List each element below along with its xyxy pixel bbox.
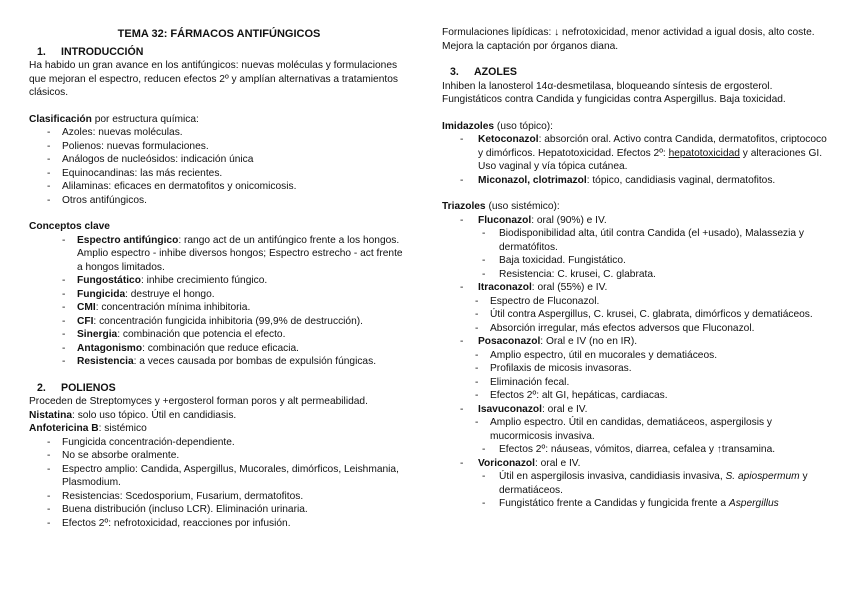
itraconazol-list [442, 295, 832, 336]
isavuconazol-list [442, 416, 832, 443]
list-item: - Equinocandinas: las más recientes. [29, 167, 409, 181]
list-item: - Efectos 2º: alt GI, hepáticas, cardiacas. [442, 389, 832, 403]
list-item: - Posaconazol: Oral e IV (no en IR). [442, 335, 832, 349]
list-item: - Fungicida concentración-dependiente. [29, 436, 409, 450]
imidazoles-list [442, 133, 832, 187]
list-item: - Biodisponibilidad alta, útil contra Candida (el +usado), Malassezia y dermatófitos. [442, 227, 832, 254]
clasificacion-line: Clasificación por estructura química: [29, 113, 199, 125]
triazoles-list-itraconazol [442, 281, 832, 295]
left-column [29, 28, 409, 530]
list-item: - Espectro amplio: Candida, Aspergillus, Mucorales, dimórficos, Leishmania, Plasmodium. [29, 463, 409, 490]
list-item: - Amplio espectro. Útil en candidas, dematiáceos, aspergilosis y mucormicosis invasiva. [442, 416, 832, 443]
isavuconazol-list-effects [442, 443, 832, 457]
list-item: - Otros antifúngicos. [29, 194, 409, 208]
list-item: - Espectro antifúngico: rango act de un antifúngico frente a los hongos. Amplio espectro - inhibe diversos hongos; Espectro estrecho - act frente a hongos limitados. [29, 234, 409, 275]
nistatina-line: Nistatina: solo uso tópico. Útil en candidiasis. [29, 409, 237, 421]
list-item: - Absorción irregular, más efectos adversos que Fluconazol. [442, 322, 832, 336]
triazoles-list [442, 214, 832, 228]
list-item: - Útil en aspergilosis invasiva, candidiasis invasiva, S. apiospermum y dermatiáceos. [442, 470, 832, 497]
list-item: - CMI: concentración mínima inhibitoria. [29, 301, 409, 315]
list-item: - Baja toxicidad. Fungistático. [442, 254, 832, 268]
list-item: - Útil contra Aspergillus, C. krusei, C. glabrata, dimórficos y dematiáceos. [442, 308, 832, 322]
conceptos-heading: Conceptos clave [29, 221, 110, 232]
triazoles-list-isavuconazol [442, 403, 832, 417]
clasificacion-list [29, 126, 409, 207]
list-item: - Espectro de Fluconazol. [442, 295, 832, 309]
lipid-formulations-paragraph: Formulaciones lipídicas: ↓ nefrotoxicidad, menor actividad a igual dosis, alto coste. Mejora la captación por órganos diana. [442, 27, 815, 52]
anfotericina-list [29, 436, 409, 531]
list-item: - Efectos 2º: nefrotoxicidad, reacciones por infusión. [29, 517, 409, 531]
voriconazol-list [442, 470, 832, 511]
list-item: - Sinergia: combinación que potencia el efecto. [29, 328, 409, 342]
list-item: - Ketoconazol: absorción oral. Activo contra Candida, dermatofitos, criptococo y dimórficos. Hepatotoxicidad. Efectos 2º: hepatotoxicidad y alteraciones GI. Uso vaginal y vía tópica cutánea. [442, 133, 832, 174]
polienos-paragraph: Proceden de Streptomyces y +ergosterol forman poros y alt permeabilidad. [29, 396, 368, 407]
list-item: - Fungistático frente a Candidas y fungicida frente a Aspergillus [442, 497, 832, 511]
triazoles-line: Triazoles (uso sistémico): [442, 201, 560, 212]
list-item: - Efectos 2º: náuseas, vómitos, diarrea, cefalea y ↑transamina. [442, 443, 832, 457]
page-title: TEMA 32: FÁRMACOS ANTIFÚNGICOS [117, 28, 321, 40]
conceptos-list [29, 234, 409, 369]
list-item: - Resistencias: Scedosporium, Fusarium, dermatofitos. [29, 490, 409, 504]
list-item: - Isavuconazol: oral e IV. [442, 403, 832, 417]
list-item: - Voriconazol: oral e IV. [442, 457, 832, 471]
list-item: - Fungicida: destruye el hongo. [29, 288, 409, 302]
right-column [442, 26, 832, 511]
triazoles-list-posaconazol [442, 335, 832, 349]
list-item: - Amplio espectro, útil en mucorales y dematiáceos. [442, 349, 832, 363]
list-item: - Alilaminas: eficaces en dermatofitos y onicomicosis. [29, 180, 409, 194]
list-item: - Profilaxis de micosis invasoras. [442, 362, 832, 376]
list-item: - Azoles: nuevas moléculas. [29, 126, 409, 140]
fluconazol-list [442, 227, 832, 281]
list-item: - No se absorbe oralmente. [29, 449, 409, 463]
list-item: - Eliminación fecal. [442, 376, 832, 390]
list-item: - Resistencia: C. krusei, C. glabrata. [442, 268, 832, 282]
list-item: - Antagonismo: combinación que reduce eficacia. [29, 342, 409, 356]
list-item: - Buena distribución (incluso LCR). Eliminación urinaria. [29, 503, 409, 517]
list-item: - Miconazol, clotrimazol: tópico, candidiasis vaginal, dermatofitos. [442, 174, 832, 188]
list-item: - Análogos de nucleósidos: indicación única [29, 153, 409, 167]
list-item: - Resistencia: a veces causada por bombas de expulsión fúngicas. [29, 355, 409, 369]
list-item: - Fungostático: inhibe crecimiento fúngico. [29, 274, 409, 288]
intro-paragraph: Ha habido un gran avance en los antifúngicos: nuevas moléculas y formulaciones que mejoran el espectro, reducen efectos 2º y amplían alternativas a tratamientos clásicos. [29, 60, 398, 98]
imidazoles-line: Imidazoles (uso tópico): [442, 120, 553, 132]
section-heading-polienos: 2. POLIENOS [37, 381, 116, 394]
list-item: - Itraconazol: oral (55%) e IV. [442, 281, 832, 295]
section-heading-azoles: 3. AZOLES [450, 66, 517, 78]
list-item: - Polienos: nuevas formulaciones. [29, 140, 409, 154]
anfotericina-line: Anfotericina B: sistémico [29, 423, 147, 434]
posaconazol-list [442, 349, 832, 403]
section-heading-introduccion: 1. INTRODUCCIÓN [37, 45, 144, 58]
azoles-paragraph: Inhiben la lanosterol 14α-desmetilasa, bloqueando síntesis de ergosterol. Fungistáticos contra Candida y fungicidas contra Aspergillus. Baja toxicidad. [442, 80, 786, 105]
list-item: - Fluconazol: oral (90%) e IV. [442, 214, 832, 228]
list-item: - CFI: concentración fungicida inhibitoria (99,9% de destrucción). [29, 315, 409, 329]
triazoles-list-voriconazol [442, 457, 832, 471]
